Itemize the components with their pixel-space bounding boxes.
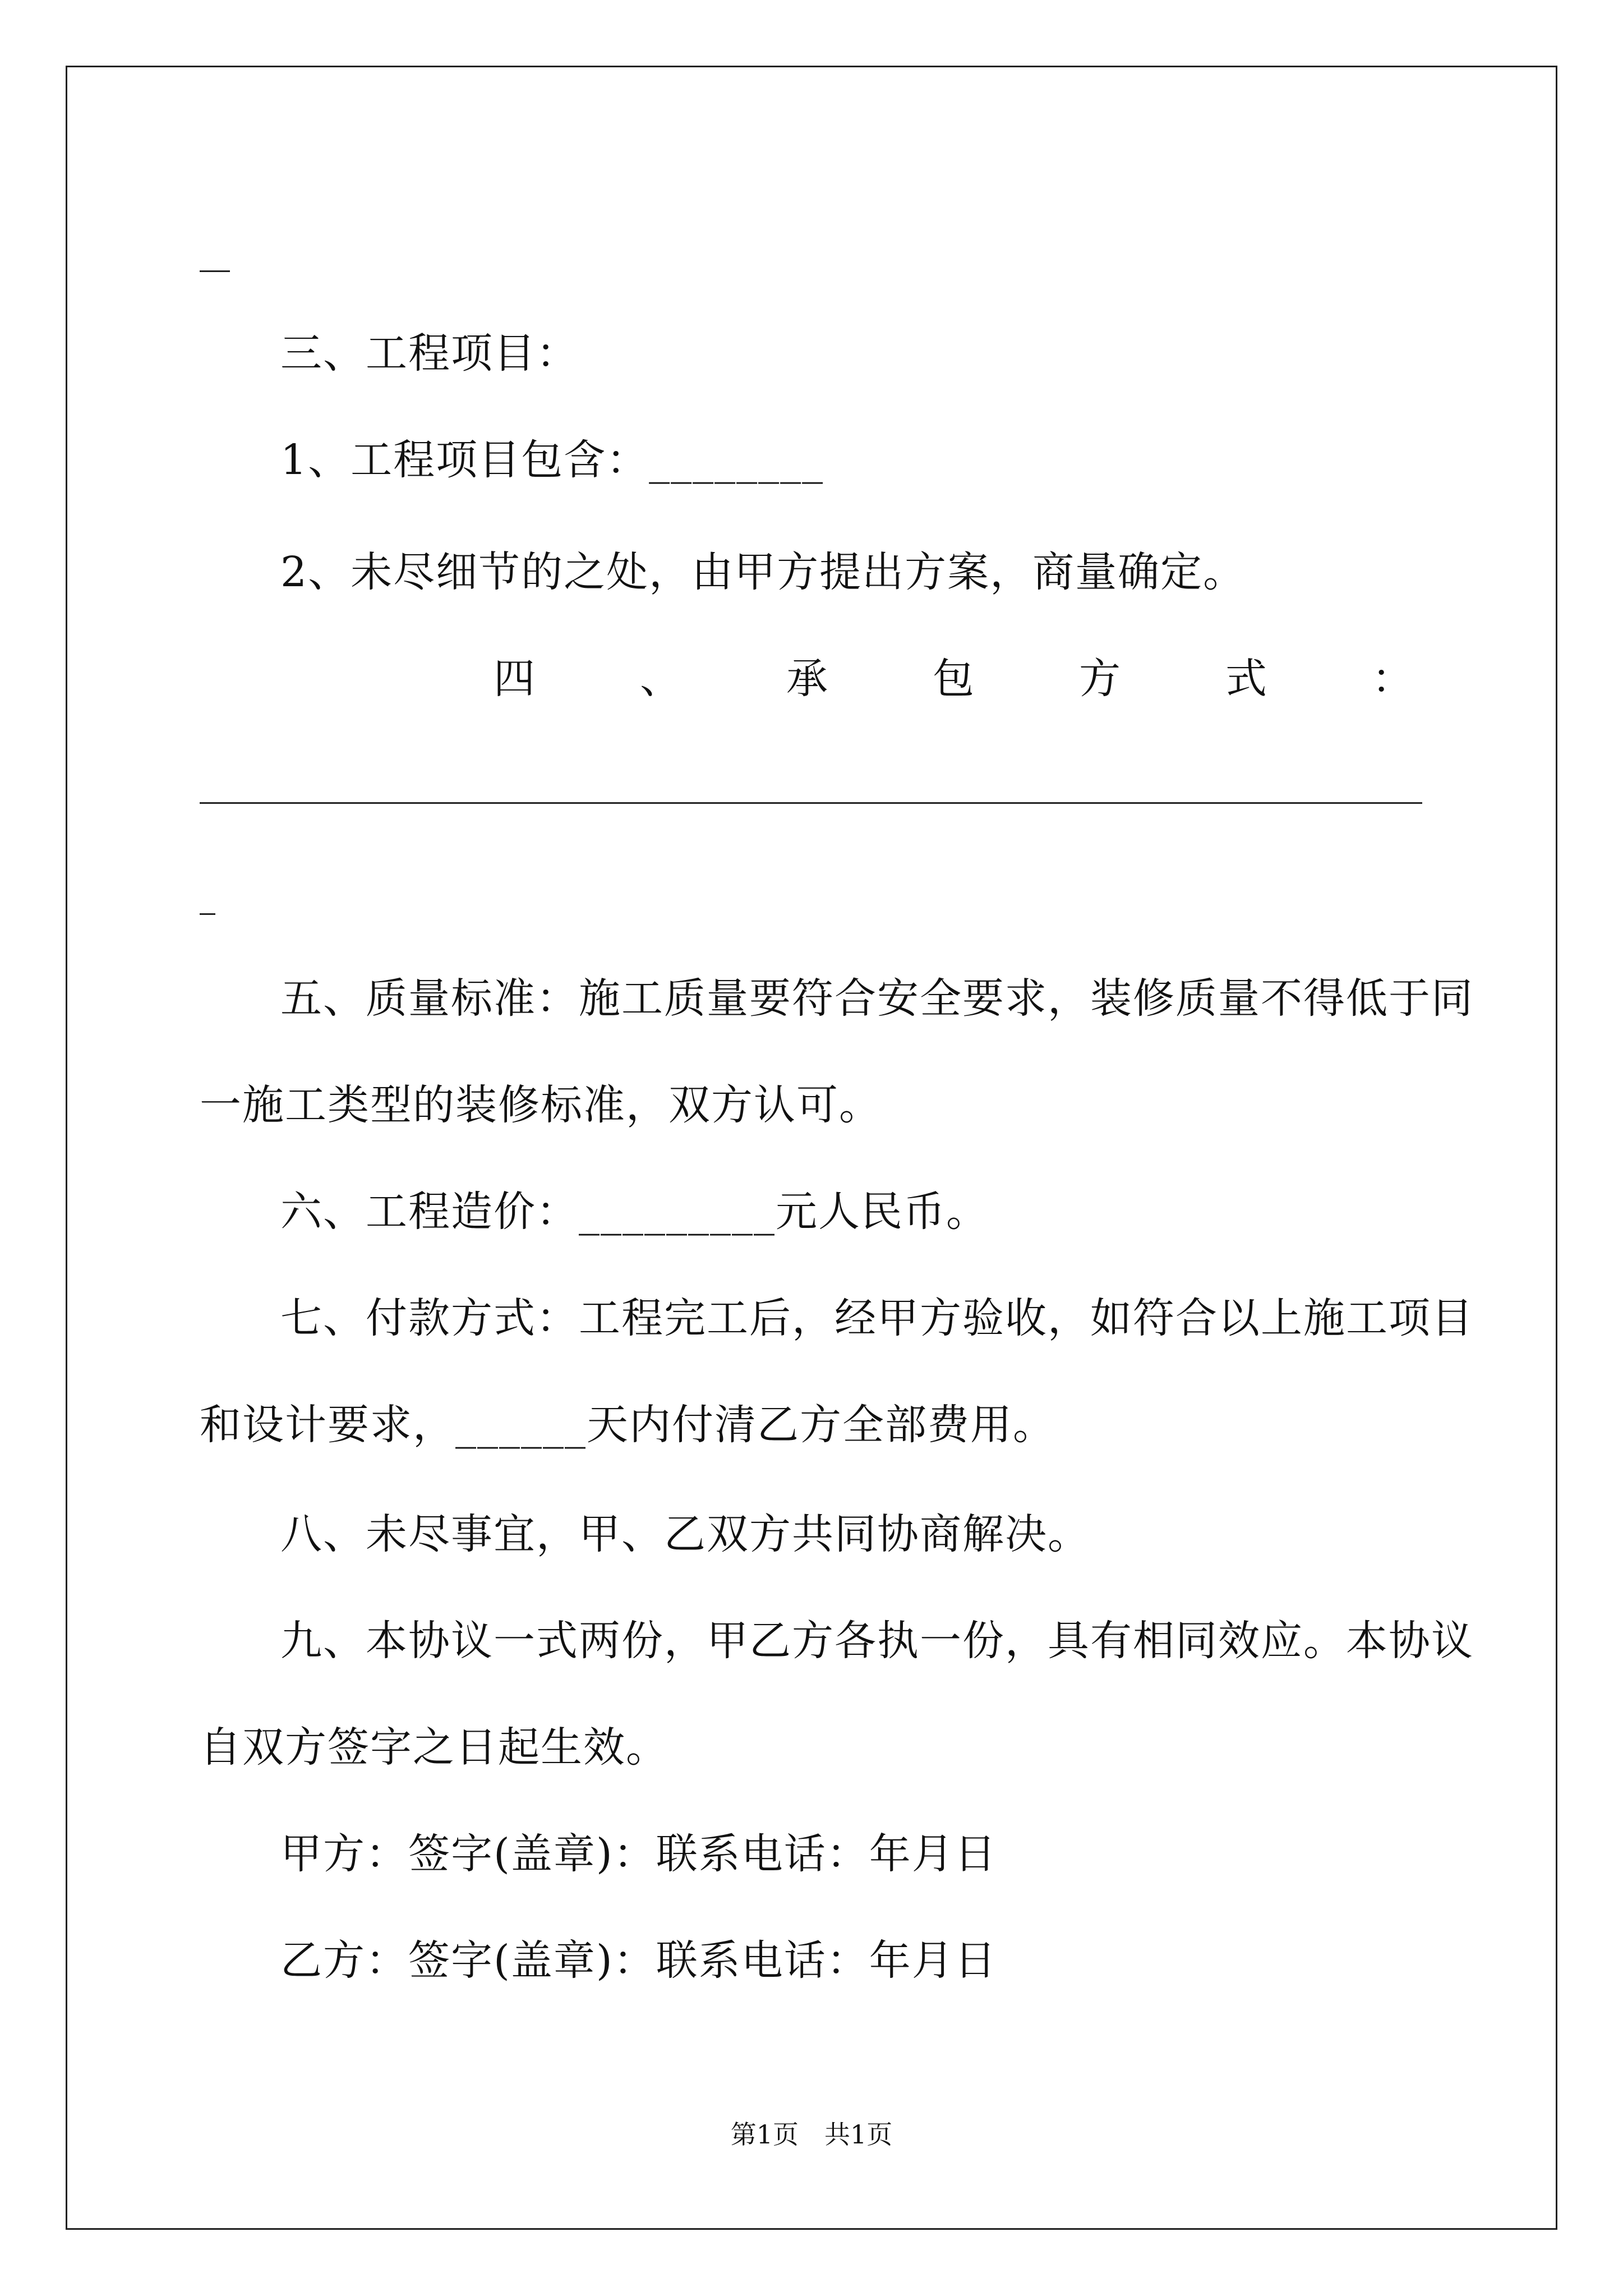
item-2-text: 2、未尽细节的之处，由甲方提出方案，商量确定。 (280, 548, 1246, 596)
section-four-char: 承 (786, 655, 828, 703)
section-four-char: 、 (640, 655, 681, 703)
section-four-char: 方 (1079, 655, 1121, 703)
section-five-text-cont: 一施工类型的装修标准，双方认可。 (200, 1081, 882, 1129)
section-eight-text: 八、未尽事宜，甲、乙双方共同协商解决。 (280, 1510, 1090, 1558)
top-dash-line (200, 270, 230, 272)
section-four-char: 四 (494, 655, 535, 703)
section-four-blank-line (200, 802, 1422, 804)
party-b-signature-line: 乙方：签字(盖章)：联系电话：年月日 (280, 1936, 997, 1985)
item-1-text: 1、工程项目包含：________ (280, 436, 824, 484)
section-nine-text: 九、本协议一式两份，甲乙方各执一份，具有相同效应。本协议 (280, 1617, 1474, 1665)
party-a-signature-line: 甲方：签字(盖章)：联系电话：年月日 (280, 1830, 997, 1878)
section-seven-text-cont: 和设计要求，______天内付清乙方全部费用。 (200, 1401, 1055, 1449)
section-four-heading (494, 651, 1413, 707)
section-four-char: 包 (933, 655, 974, 703)
section-nine-text-cont: 自双方签字之日起生效。 (200, 1723, 668, 1772)
section-six-text: 六、工程造价：_________元人民币。 (280, 1188, 989, 1236)
section-four-char: ： (1372, 655, 1413, 703)
section-four-blank-tail (200, 913, 215, 915)
page-footer: 第1页 共1页 (730, 2119, 893, 2150)
section-three-heading: 三、工程项目： (280, 329, 579, 378)
section-five-text: 五、质量标准：施工质量要符合安全要求，装修质量不得低于同 (280, 974, 1474, 1023)
section-seven-text: 七、付款方式：工程完工后，经甲方验收，如符合以上施工项目 (280, 1294, 1474, 1342)
section-four-char: 式 (1225, 655, 1267, 703)
